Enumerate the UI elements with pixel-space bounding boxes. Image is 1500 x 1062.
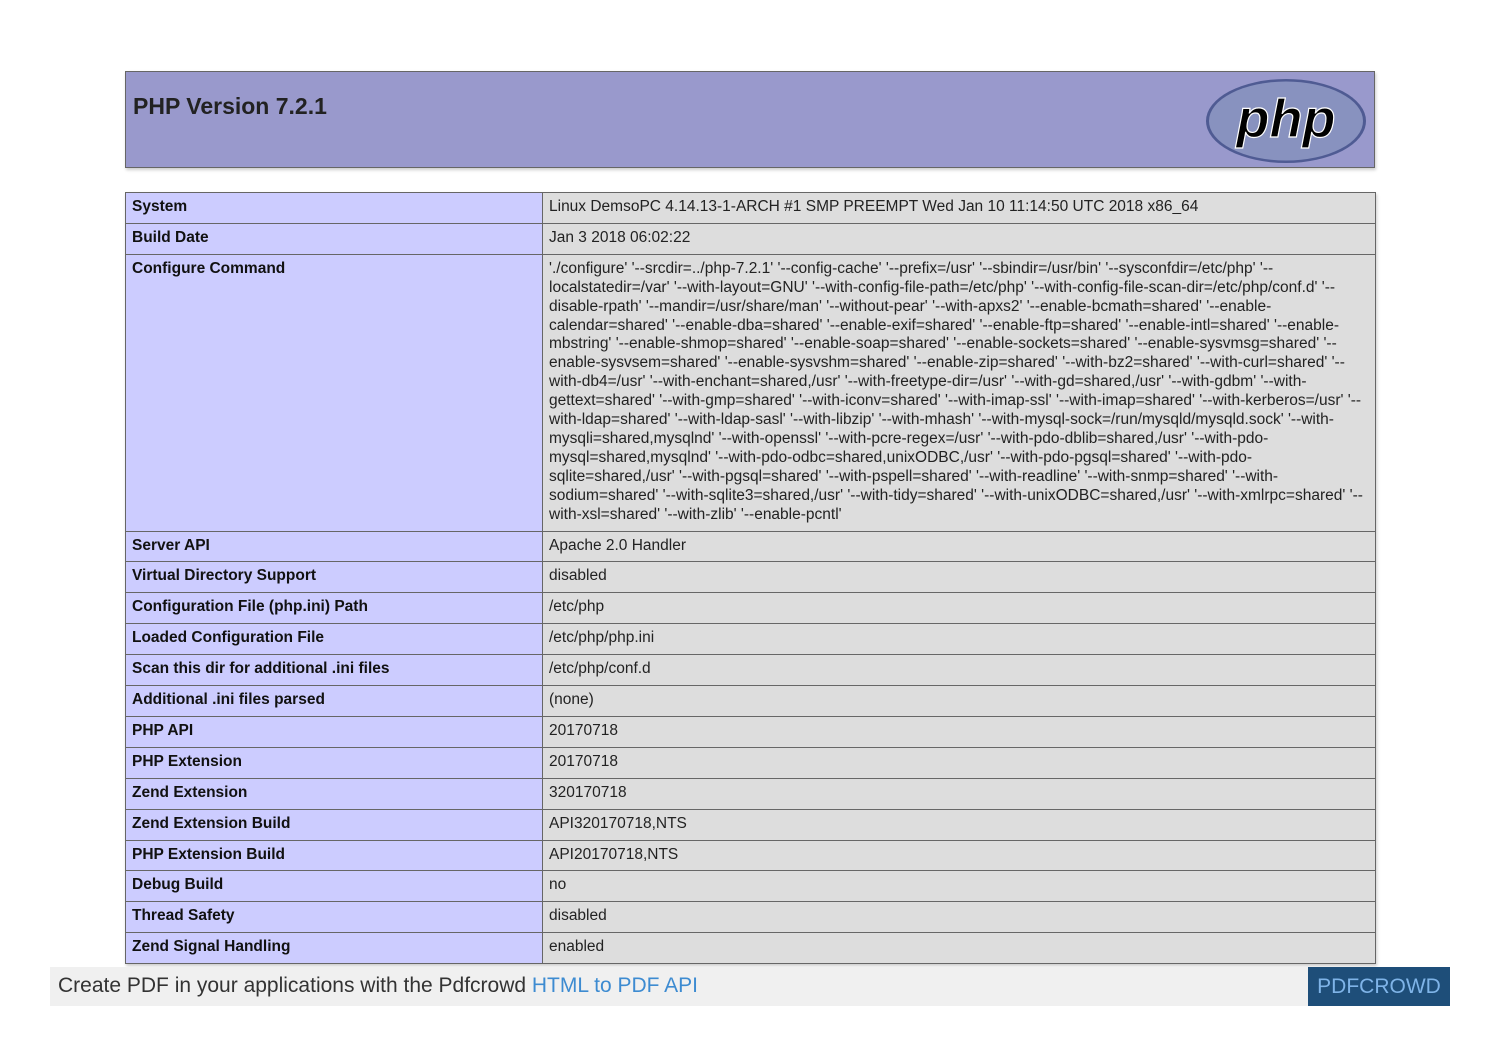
row-key: Thread Safety	[126, 902, 543, 933]
html-to-pdf-api-link[interactable]: HTML to PDF API	[531, 974, 698, 997]
pdfcrowd-badge[interactable]: PDFCROWD	[1308, 967, 1450, 1006]
row-value: API320170718,NTS	[543, 809, 1376, 840]
row-key: Configuration File (php.ini) Path	[126, 593, 543, 624]
row-value: (none)	[543, 686, 1376, 717]
row-value: /etc/php	[543, 593, 1376, 624]
table-row	[126, 655, 1376, 686]
row-value: './configure' '--srcdir=../php-7.2.1' '--config-cache' '--prefix=/usr' '--sbindir=/usr/bin' '--sysconfdir=/etc/php' '--localstatedir=/var' '--with-layout=GNU' '--with-config-file-path=/etc/php' '--with-config-file-scan-dir=/etc/php/conf.d' '--disable-rpath' '--mandir=/usr/share/man' '--without-pear' '--with-apxs2' '--enable-bcmath=shared' '--enable-calendar=shared' '--enable-dba=shared' '--enable-exif=shared' '--enable-ftp=shared' '--enable-intl=shared' '--enable-mbstring' '--enable-shmop=shared' '--enable-soap=shared' '--enable-sockets=shared' '--enable-sysvmsg=shared' '--enable-sysvsem=shared' '--enable-sysvshm=shared' '--enable-zip=shared' '--with-bz2=shared' '--with-curl=shared' '--with-db4=/usr' '--with-enchant=shared,/usr' '--with-freetype-dir=/usr' '--with-gd=shared,/usr' '--with-gdbm' '--with-gettext=shared' '--with-gmp=shared' '--with-iconv=shared' '--with-imap-ssl' '--with-imap=shared' '--with-kerberos=/usr' '--with-ldap=shared' '--with-ldap-sasl' '--with-libzip' '--with-mhash' '--with-mysql-sock=/run/mysqld/mysqld.sock' '--with-mysqli=shared,mysqlnd' '--with-openssl' '--with-pcre-regex=/usr' '--with-pdo-dblib=shared,/usr' '--with-pdo-mysql=shared,mysqlnd' '--with-pdo-odbc=shared,unixODBC,/usr' '--with-pdo-pgsql=shared' '--with-pdo-sqlite=shared,/usr' '--with-pgsql=shared' '--with-pspell=shared' '--with-readline' '--with-snmp=shared' '--with-sodium=shared' '--with-sqlite3=shared,/usr' '--with-tidy=shared' '--with-unixODBC=shared,/usr' '--with-xmlrpc=shared' '--with-xsl=shared' '--with-zlib' '--enable-pcntl'	[543, 254, 1376, 531]
row-value: Linux DemsoPC 4.14.13-1-ARCH #1 SMP PREEMPT Wed Jan 10 11:14:50 UTC 2018 x86_64	[543, 193, 1376, 224]
php-logo-icon	[1205, 78, 1367, 164]
php-version-header	[125, 71, 1375, 168]
table-row	[126, 871, 1376, 902]
row-key: Zend Extension Build	[126, 809, 543, 840]
table-row	[126, 254, 1376, 531]
table-row	[126, 223, 1376, 254]
row-value: 320170718	[543, 778, 1376, 809]
table-row	[126, 624, 1376, 655]
row-value: /etc/php/php.ini	[543, 624, 1376, 655]
row-key: Loaded Configuration File	[126, 624, 543, 655]
row-key: Zend Extension	[126, 778, 543, 809]
info-table	[125, 192, 1376, 964]
page-title: PHP Version 7.2.1	[133, 93, 327, 119]
table-row	[126, 902, 1376, 933]
row-key: Additional .ini files parsed	[126, 686, 543, 717]
table-row	[126, 686, 1376, 717]
table-row	[126, 840, 1376, 871]
row-value: enabled	[543, 933, 1376, 964]
row-value: 20170718	[543, 747, 1376, 778]
row-value: API20170718,NTS	[543, 840, 1376, 871]
php-logo-text: php	[1236, 89, 1336, 149]
row-key: Server API	[126, 531, 543, 562]
row-key: Debug Build	[126, 871, 543, 902]
table-row	[126, 778, 1376, 809]
row-value: Jan 3 2018 06:02:22	[543, 223, 1376, 254]
table-row	[126, 193, 1376, 224]
row-key: Zend Signal Handling	[126, 933, 543, 964]
row-value: disabled	[543, 562, 1376, 593]
row-value: 20170718	[543, 716, 1376, 747]
row-key: PHP Extension Build	[126, 840, 543, 871]
footer-caption: Create PDF in your applications with the Pdfcrowd	[58, 974, 532, 997]
table-row	[126, 809, 1376, 840]
table-row	[126, 716, 1376, 747]
row-key: PHP Extension	[126, 747, 543, 778]
row-value: Apache 2.0 Handler	[543, 531, 1376, 562]
info-table-body	[126, 193, 1376, 964]
table-row	[126, 747, 1376, 778]
row-key: Scan this dir for additional .ini files	[126, 655, 543, 686]
table-row	[126, 593, 1376, 624]
table-row	[126, 933, 1376, 964]
row-value: /etc/php/conf.d	[543, 655, 1376, 686]
pdfcrowd-footer	[50, 967, 1450, 1006]
table-row	[126, 562, 1376, 593]
row-key: Build Date	[126, 223, 543, 254]
footer-text	[58, 974, 698, 998]
row-value: disabled	[543, 902, 1376, 933]
table-row	[126, 531, 1376, 562]
row-key: Configure Command	[126, 254, 543, 531]
row-value: no	[543, 871, 1376, 902]
row-key: System	[126, 193, 543, 224]
row-key: Virtual Directory Support	[126, 562, 543, 593]
row-key: PHP API	[126, 716, 543, 747]
